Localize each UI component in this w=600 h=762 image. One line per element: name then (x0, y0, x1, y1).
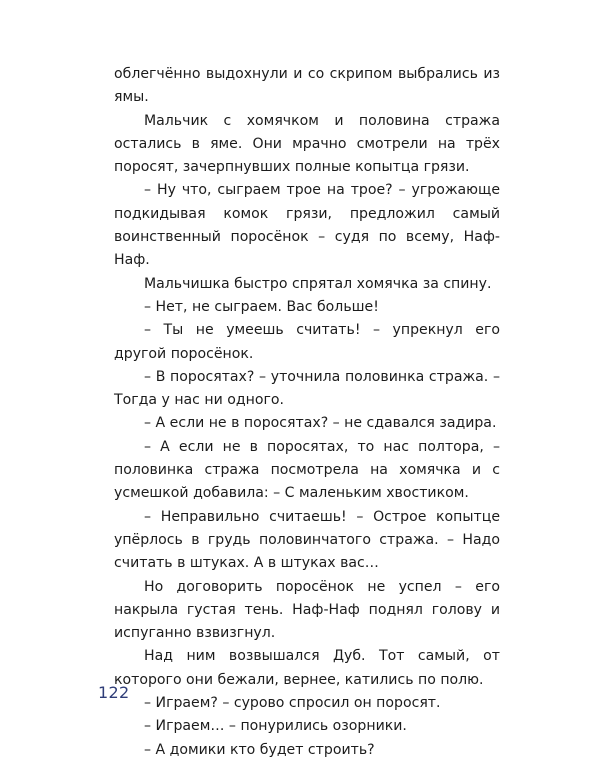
paragraph: – Ты не умеешь считать! – упрекнул его другой поросёнок. (114, 322, 500, 362)
paragraph: Но договорить поросёнок не успел – его накрыла густая тень. Наф-Наф поднял голову и испуганно взвизгнул. (114, 578, 500, 642)
paragraph: – А домики кто будет строить? (144, 741, 375, 758)
paragraph: Мальчик с хомячком и половина стража остались в яме. Они мрачно смотрели на трёх поросят, зачерпнувших полные копытца грязи. (114, 112, 500, 176)
paragraph: – В поросятах? – уточнила половинка стража. – Тогда у нас ни одного. (114, 368, 500, 409)
paragraph: – Играем? – сурово спросил он поросят. (144, 695, 441, 712)
paragraph: – Играем… – понурились озорники. (144, 718, 407, 735)
paragraph: – Ну что, сыграем трое на трое? – угрожающе подкидывая комок грязи, предложил самый воинственный поросёнок – судя по всему, Наф-Наф. (114, 182, 500, 269)
page-number: 122 (98, 683, 130, 702)
paragraph: – Нет, не сыграем. Вас больше! (144, 298, 379, 315)
paragraph: – А если не в поросятах? – не сдавался задира. (144, 415, 497, 432)
paragraph: Над ним возвышался Дуб. Тот самый, от которого они бежали, вернее, катились по полю. (114, 648, 500, 688)
paragraph: – А если не в поросятах, то нас полтора, – половинка стража посмотрела на хомячка и с усмешкой добавила: – С маленьким хвостиком. (114, 438, 500, 502)
paragraph: Мальчишка быстро спрятал хомячка за спину. (144, 275, 492, 292)
paragraph: облегчённо выдохнули и со скрипом выбрались из ямы. (114, 66, 500, 106)
paragraph: – Неправильно считаешь! – Острое копытце упёрлось в грудь половинчатого стража. – Надо считать в штуках. А в штуках вас… (114, 508, 500, 572)
body-text (114, 63, 500, 762)
